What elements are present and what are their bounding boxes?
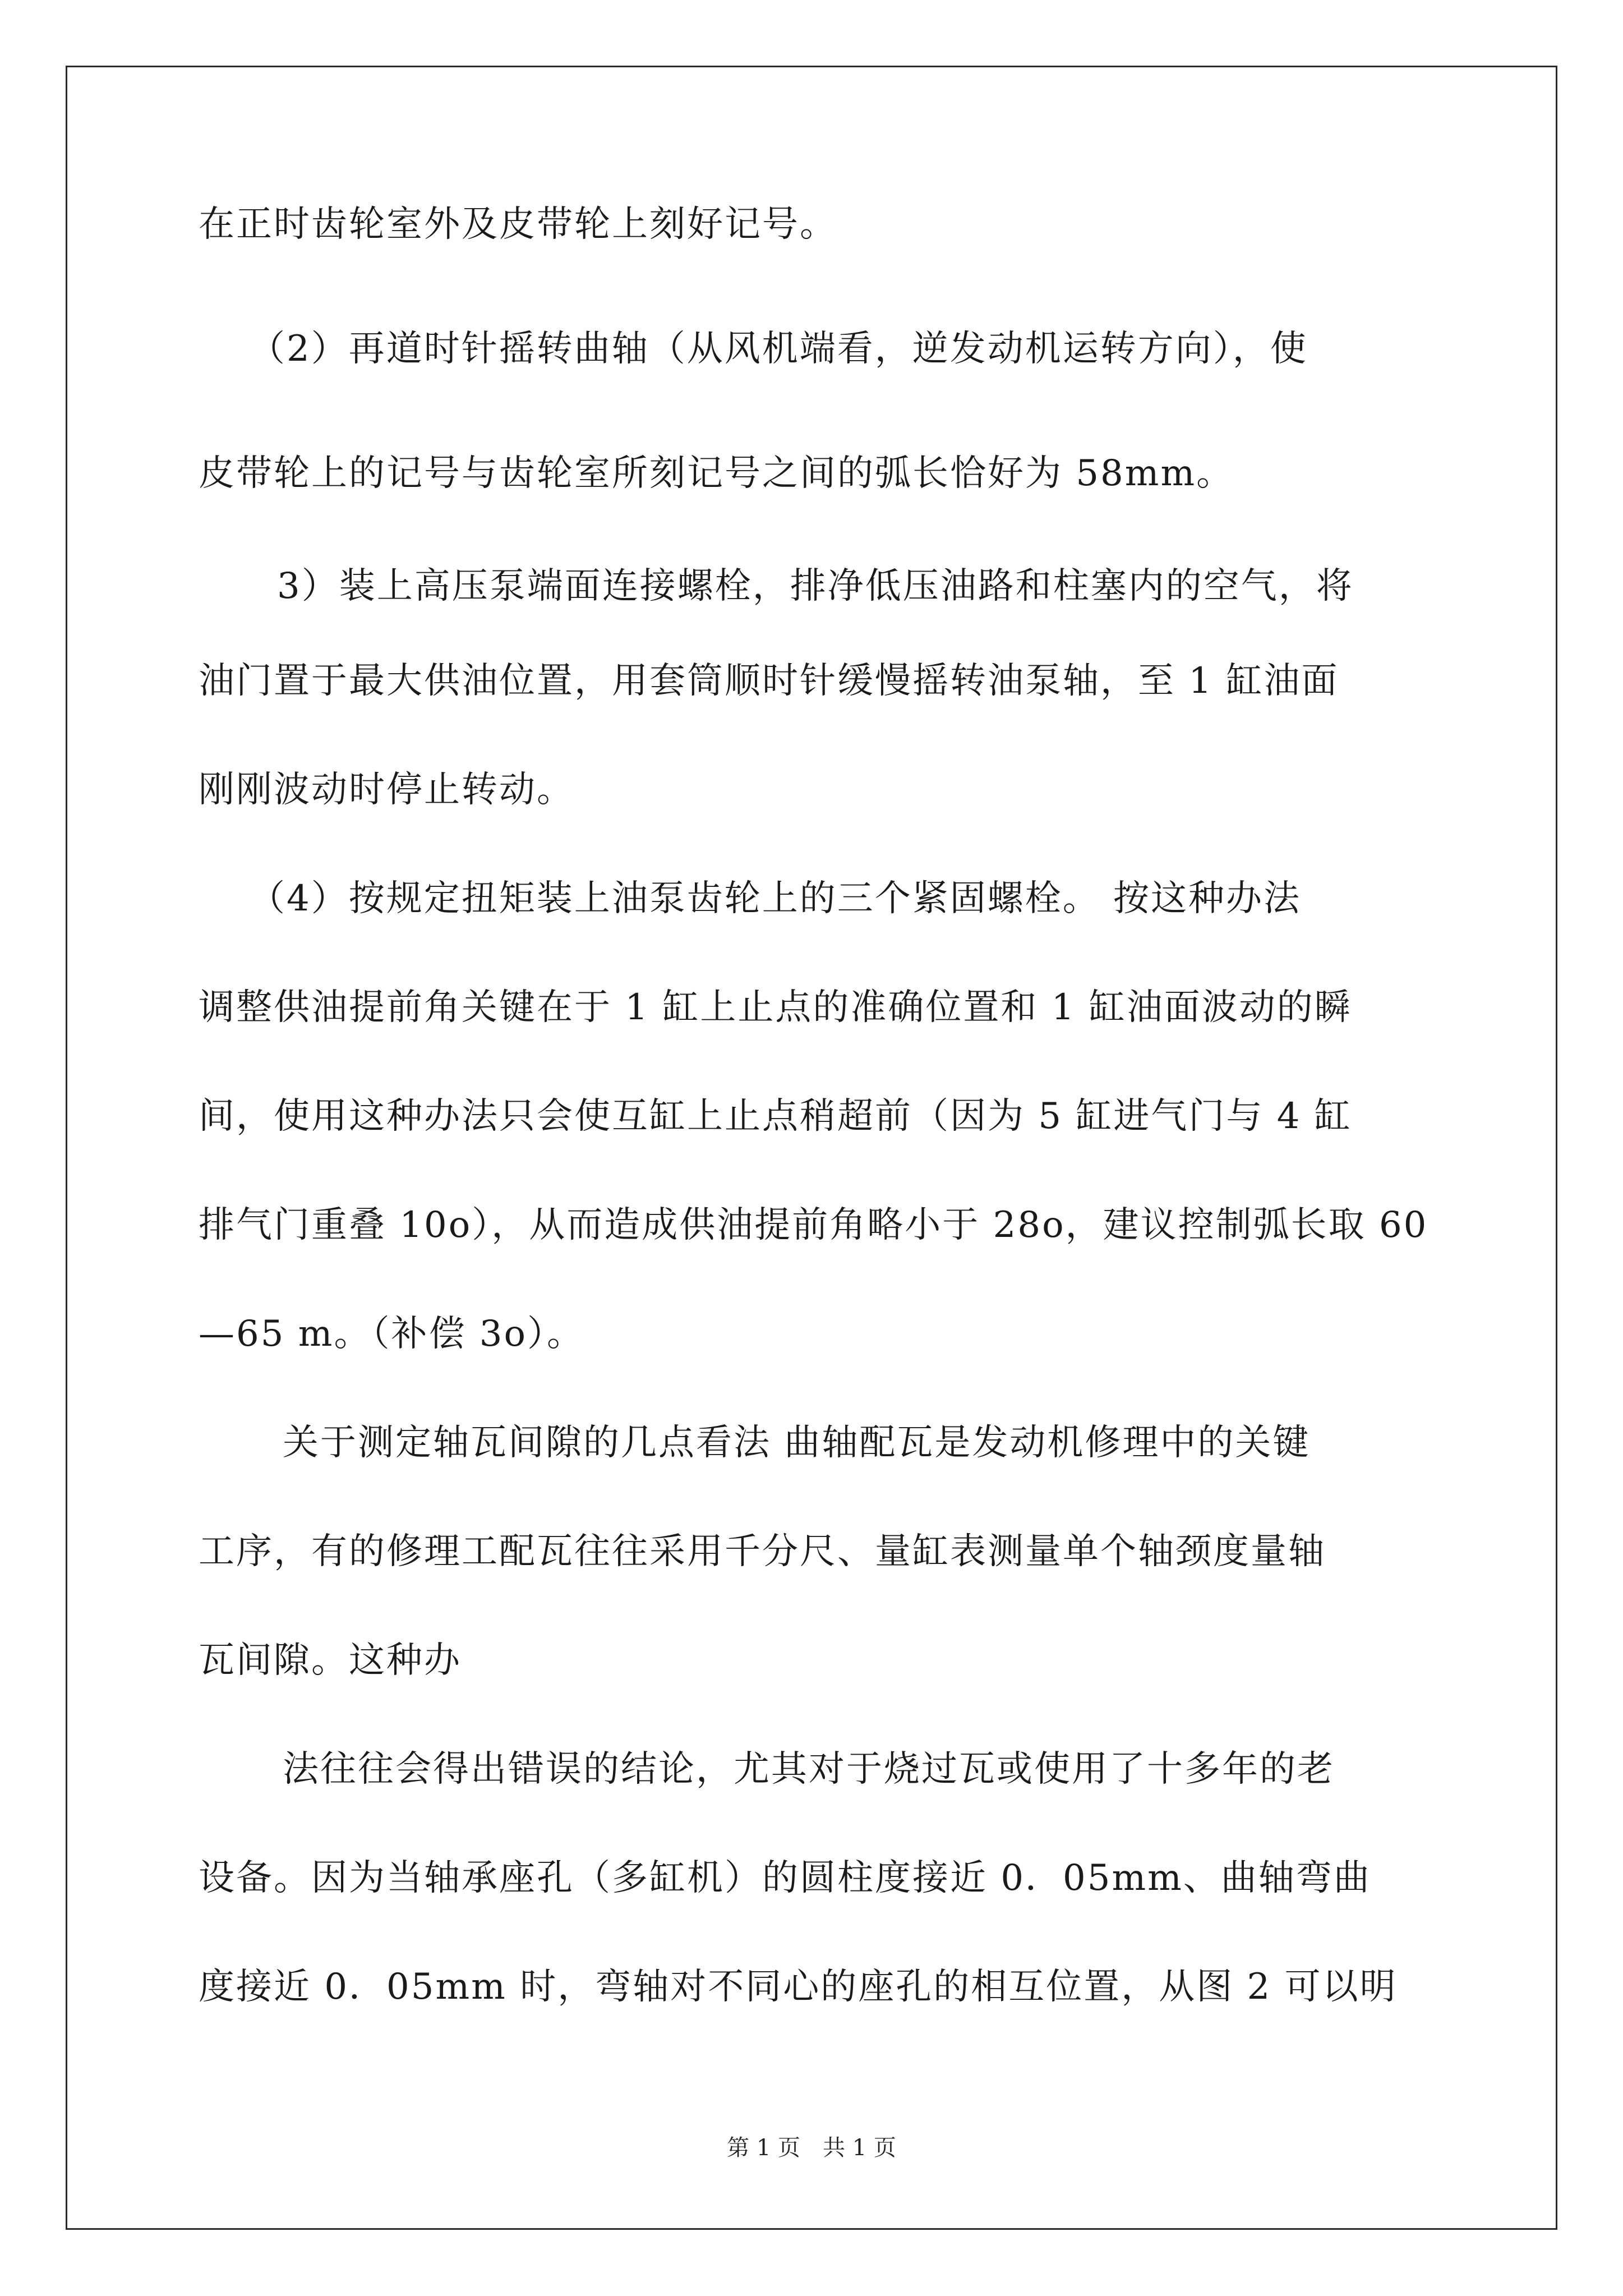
paragraph-line: 皮带轮上的记号与齿轮室所刻记号之间的弧长恰好为 58mm。 [199, 453, 1234, 494]
paragraph-line: 调整供油提前角关键在于 1 缸上止点的准确位置和 1 缸油面波动的瞬 [199, 987, 1352, 1028]
paragraph-line: 间，使用这种办法只会使互缸上止点稍超前（因为 5 缸进气门与 4 缸 [199, 1096, 1352, 1137]
paragraph-line: （4）按规定扭矩装上油泵齿轮上的三个紧固螺栓。 按这种办法 [249, 878, 1302, 919]
page-border [66, 66, 1557, 2230]
paragraph-line: 油门置于最大供油位置，用套筒顺时针缓慢摇转油泵轴，至 1 缸油面 [199, 660, 1339, 702]
paragraph-line: 刚刚波动时停止转动。 [199, 769, 574, 811]
page-number-footer: 第 1 页 共 1 页 [727, 2135, 896, 2161]
paragraph-line: 度接近 0．05mm 时，弯轴对不同心的座孔的相互位置，从图 2 可以明 [199, 1966, 1398, 2008]
paragraph-line: 在正时齿轮室外及皮带轮上刻好记号。 [199, 204, 837, 245]
paragraph-line: 排气门重叠 10o），从而造成供油提前角略小于 28o，建议控制弧长取 60 [199, 1204, 1428, 1246]
paragraph-line: 工序，有的修理工配瓦往往采用千分尺、量缸表测量单个轴颈度量轴 [199, 1531, 1326, 1572]
paragraph-line: 设备。因为当轴承座孔（多缸机）的圆柱度接近 0．05mm、曲轴弯曲 [199, 1857, 1371, 1899]
paragraph-line: 法往往会得出错误的结论，尤其对于烧过瓦或使用了十多年的老 [283, 1749, 1335, 1790]
paragraph-line: —65 m。（补偿 3o）。 [199, 1313, 585, 1355]
paragraph-line: 3）装上高压泵端面连接螺栓，排净低压油路和柱塞内的空气，将 [277, 565, 1354, 607]
paragraph-line: （2）再道时针摇转曲轴（从风机端看，逆发动机运转方向），使 [249, 328, 1308, 370]
paragraph-line: 瓦间隙。这种办 [199, 1640, 462, 1681]
paragraph-line: 关于测定轴瓦间隙的几点看法 曲轴配瓦是发动机修理中的关键 [283, 1422, 1311, 1464]
